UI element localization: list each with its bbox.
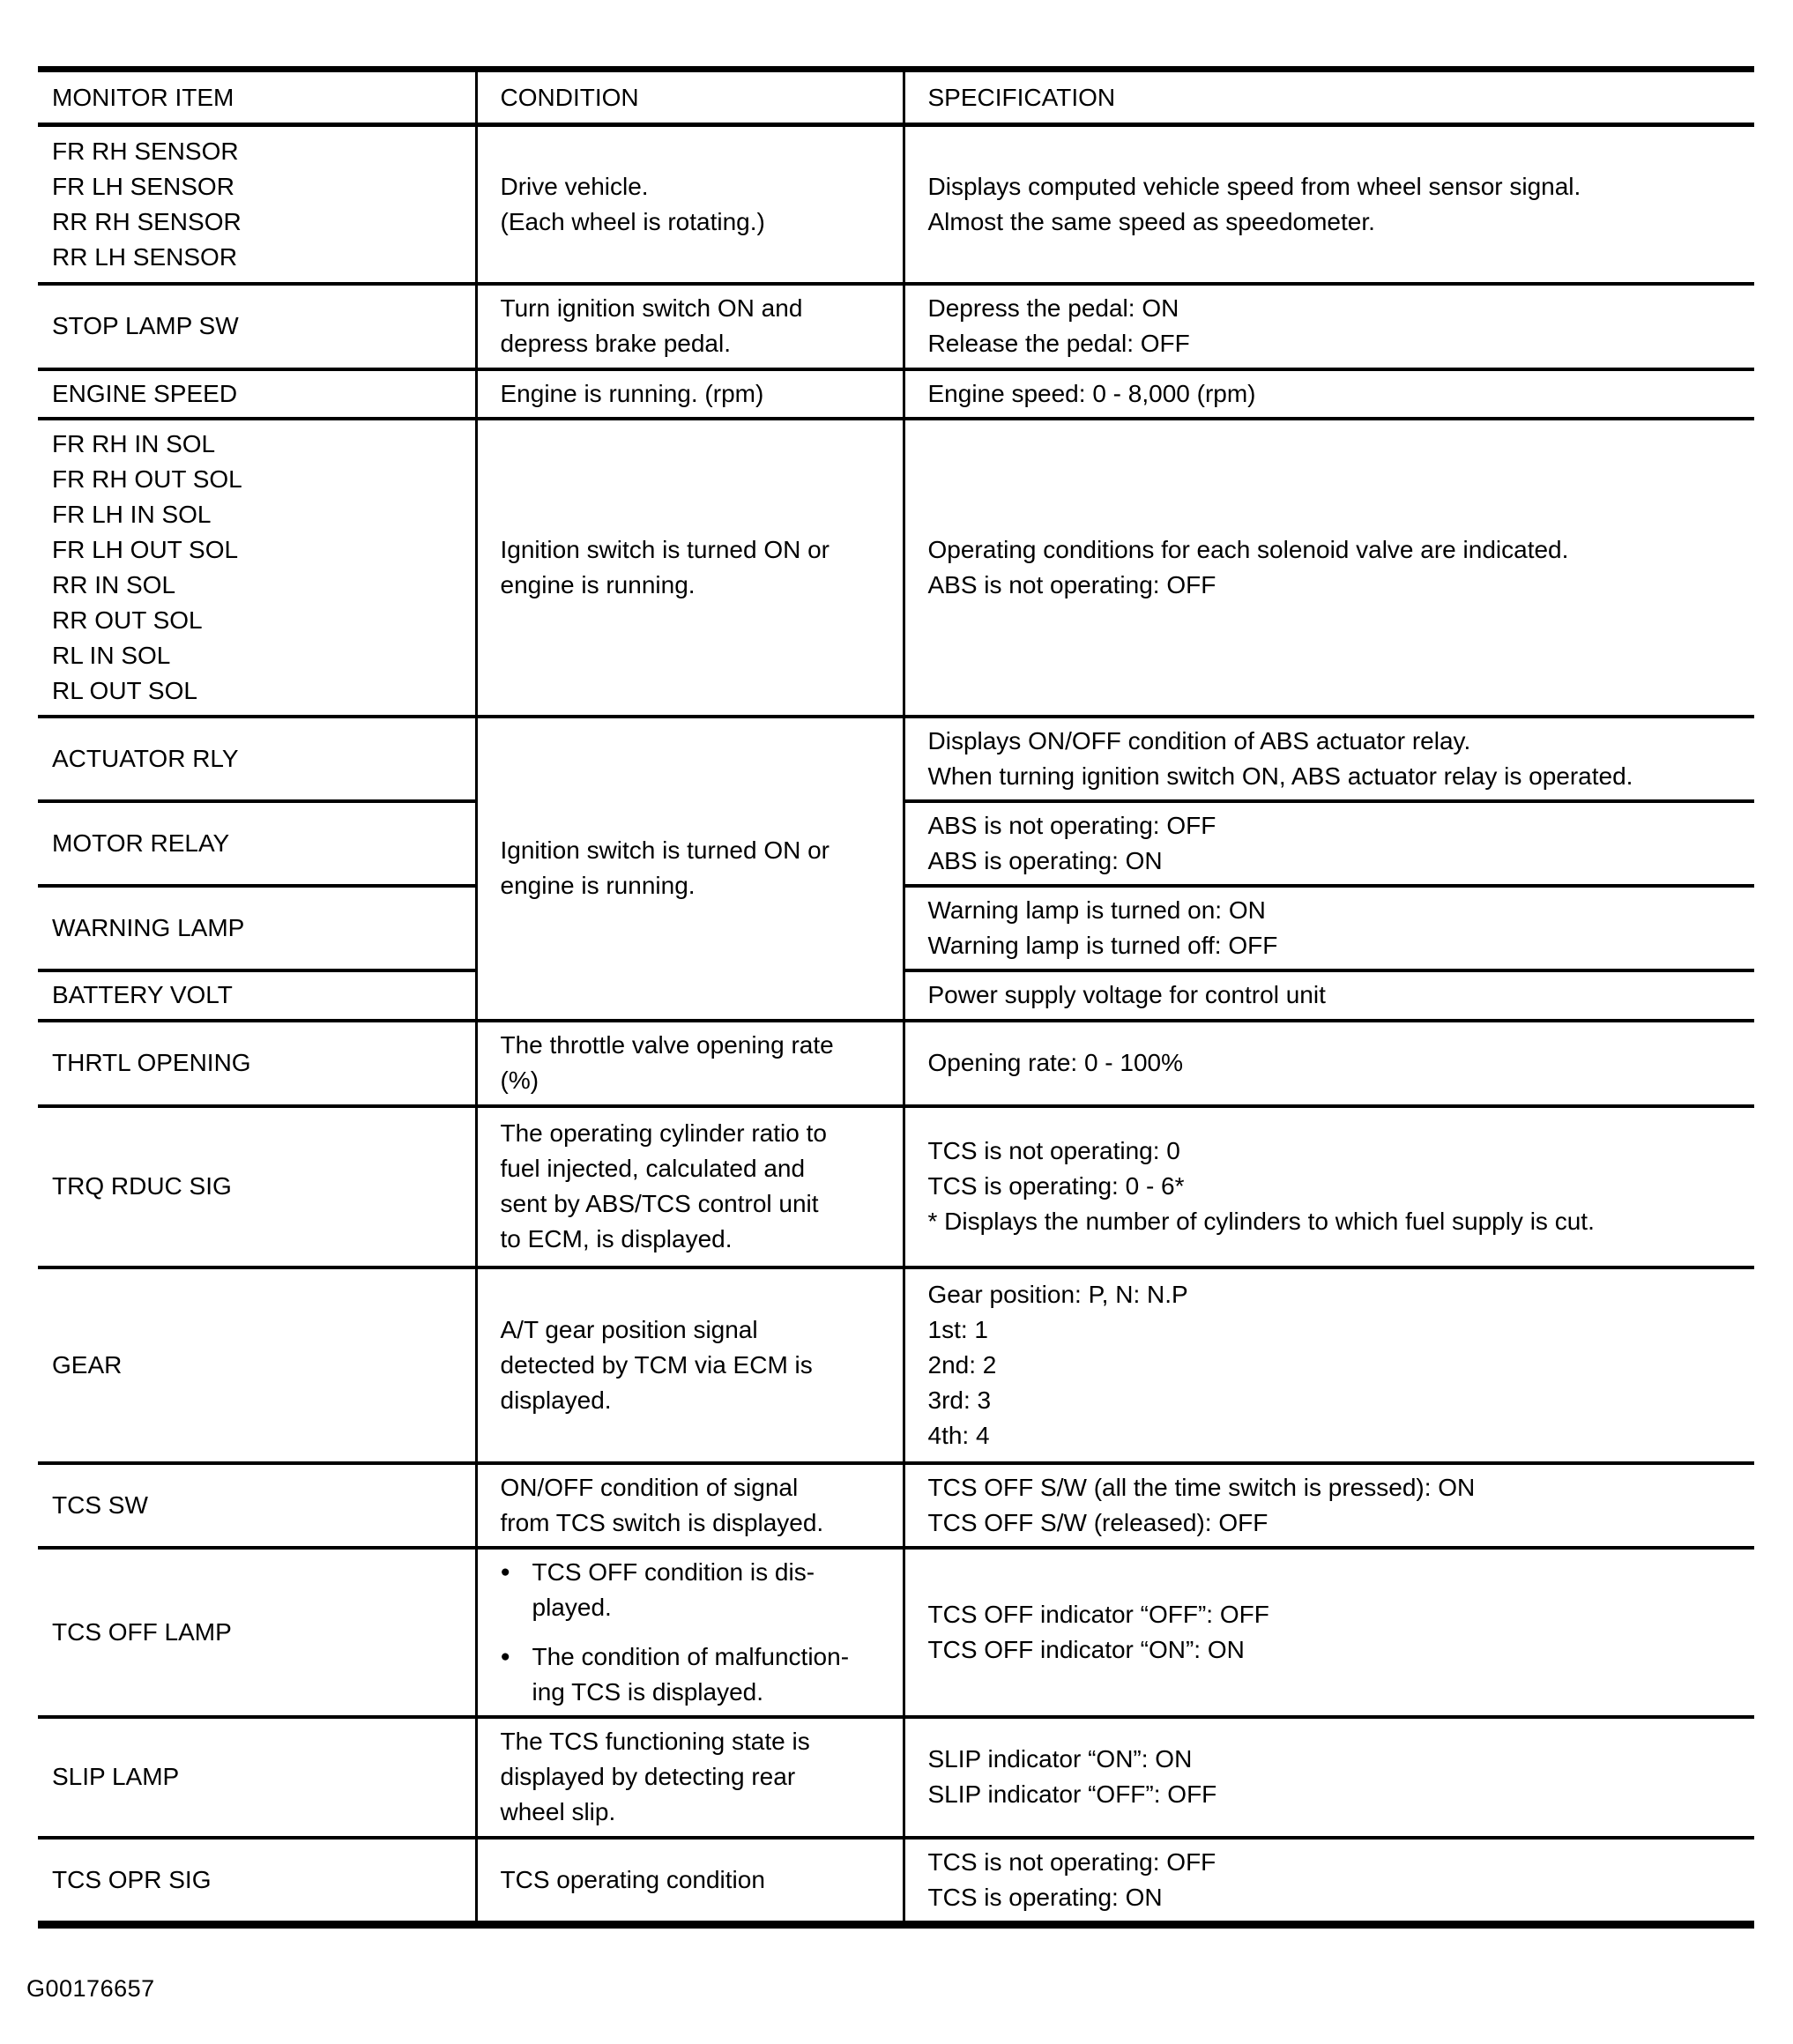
condition-line: The condition of malfunction- [532, 1642, 850, 1670]
specification-cell [904, 970, 1754, 1021]
specification-cell [904, 1106, 1754, 1267]
monitor-item-label: BATTERY VOLT [52, 981, 233, 1008]
specification-cell [904, 1548, 1754, 1717]
specification-text: 4th: 4 [927, 1421, 990, 1449]
monitor-item-label: TCS OPR SIG [52, 1865, 212, 1893]
specification-cell [904, 125, 1754, 284]
header-row [38, 70, 1754, 125]
specification-text: * Displays the number of cylinders to which fuel supply is cut. [927, 1208, 1595, 1235]
monitor-item-label: FR RH OUT SOL [52, 465, 242, 493]
condition-cell [476, 284, 904, 369]
specification-cell [904, 1717, 1754, 1838]
monitor-item-label: ENGINE SPEED [52, 379, 238, 407]
condition-text: fuel injected, calculated and [500, 1155, 806, 1182]
monitor-item-label: STOP LAMP SW [52, 312, 239, 339]
monitor-item-cell [38, 284, 476, 369]
condition-text: The throttle valve opening rate [500, 1031, 834, 1059]
table-row [38, 1548, 1754, 1717]
table-row [38, 1021, 1754, 1106]
specification-text: Displays computed vehicle speed from wheel sensor signal. [927, 172, 1581, 200]
monitor-item-label: WARNING LAMP [52, 913, 245, 941]
condition-cell [476, 1106, 904, 1267]
specification-cell [904, 1463, 1754, 1548]
condition-line: played. [532, 1593, 612, 1621]
monitor-item-label: RL IN SOL [52, 641, 171, 669]
condition-text: engine is running. [500, 570, 696, 598]
condition-text [532, 1555, 815, 1625]
condition-text: detected by TCM via ECM is [500, 1350, 813, 1379]
monitor-item-label: RR RH SENSOR [52, 207, 242, 235]
monitor-item-label: RR OUT SOL [52, 606, 203, 634]
monitor-item-cell [38, 886, 476, 970]
header-monitor-item: MONITOR ITEM [38, 70, 476, 125]
condition-bullet-item [501, 1555, 894, 1625]
monitor-item-label: RR IN SOL [52, 570, 176, 598]
monitor-item-cell [38, 1463, 476, 1548]
condition-cell [476, 1463, 904, 1548]
specification-cell [904, 1267, 1754, 1463]
condition-text: Ignition switch is turned ON or [500, 836, 830, 864]
condition-cell [476, 1021, 904, 1106]
monitor-item-label: FR LH SENSOR [52, 172, 234, 200]
monitor-item-cell [38, 1548, 476, 1717]
table-row [38, 1106, 1754, 1267]
figure-code: G00176657 [26, 1975, 155, 2002]
monitor-item-label: ACTUATOR RLY [52, 744, 239, 772]
condition-text: ON/OFF condition of signal [500, 1473, 799, 1501]
specification-cell [904, 801, 1754, 886]
specification-text: Displays ON/OFF condition of ABS actuator relay. [927, 726, 1471, 754]
condition-text: wheel slip. [500, 1798, 616, 1825]
condition-text: Ignition switch is turned ON or [500, 535, 830, 563]
condition-line: ing TCS is displayed. [532, 1677, 763, 1706]
table-header [38, 70, 1754, 125]
condition-cell [476, 1838, 904, 1925]
condition-cell [476, 125, 904, 284]
specification-text: TCS is operating: ON [927, 1883, 1163, 1911]
specification-text: Almost the same speed as speedometer. [927, 207, 1375, 235]
condition-cell [476, 419, 904, 717]
specification-cell [904, 284, 1754, 369]
condition-text: TCS operating condition [500, 1865, 765, 1893]
condition-text: Engine is running. (rpm) [500, 379, 764, 407]
monitor-item-cell [38, 419, 476, 717]
condition-text: to ECM, is displayed. [500, 1225, 733, 1252]
specification-text: TCS OFF indicator “ON”: ON [927, 1635, 1245, 1663]
specification-text: TCS OFF indicator “OFF”: OFF [927, 1600, 1269, 1628]
monitor-item-label: MOTOR RELAY [52, 829, 230, 857]
specification-text: TCS OFF S/W (all the time switch is pressed): ON [927, 1473, 1476, 1501]
table-row [38, 1838, 1754, 1925]
bullet-icon: ● [500, 1562, 510, 1581]
monitor-item-label: SLIP LAMP [52, 1763, 180, 1790]
specification-text: TCS OFF S/W (released): OFF [927, 1508, 1268, 1536]
table-row [38, 1463, 1754, 1548]
specification-cell [904, 419, 1754, 717]
condition-text: The TCS functioning state is [500, 1728, 810, 1755]
monitor-item-label: FR RH IN SOL [52, 429, 216, 457]
condition-cell [476, 1717, 904, 1838]
specification-text: SLIP indicator “OFF”: OFF [927, 1780, 1217, 1808]
specification-text: ABS is not operating: OFF [927, 811, 1216, 839]
specification-text: 2nd: 2 [927, 1350, 997, 1379]
monitor-spec-table [38, 66, 1754, 1929]
monitor-item-label: RL OUT SOL [52, 676, 197, 704]
condition-line: TCS OFF condition is dis- [532, 1557, 815, 1586]
monitor-item-label: TRQ RDUC SIG [52, 1172, 232, 1200]
header-condition: CONDITION [476, 70, 904, 125]
condition-text: (%) [500, 1067, 539, 1094]
table-row [38, 125, 1754, 284]
monitor-item-cell [38, 1717, 476, 1838]
specification-text: Depress the pedal: ON [927, 294, 1179, 322]
condition-cell [476, 717, 904, 1021]
table-row [38, 1267, 1754, 1463]
condition-text [532, 1639, 850, 1710]
specification-cell [904, 369, 1754, 419]
condition-text: displayed by detecting rear [500, 1763, 796, 1790]
condition-text: from TCS switch is displayed. [500, 1508, 824, 1536]
monitor-spec-table-wrap [38, 66, 1754, 1929]
specification-cell [904, 886, 1754, 970]
monitor-item-label: TCS SW [52, 1490, 148, 1519]
condition-text: (Each wheel is rotating.) [500, 207, 765, 235]
condition-cell [476, 1548, 904, 1717]
condition-text: sent by ABS/TCS control unit [500, 1190, 819, 1217]
table-row [38, 717, 1754, 801]
monitor-item-cell [38, 970, 476, 1021]
monitor-item-cell [38, 717, 476, 801]
bullet-icon: ● [500, 1646, 510, 1666]
condition-text: engine is running. [500, 872, 696, 899]
specification-text: TCS is operating: 0 - 6* [927, 1172, 1185, 1200]
specification-cell [904, 1021, 1754, 1106]
specification-text: 1st: 1 [927, 1315, 988, 1343]
specification-text: When turning ignition switch ON, ABS actuator relay is operated. [927, 762, 1633, 790]
condition-text: The operating cylinder ratio to [500, 1119, 827, 1147]
specification-text: SLIP indicator “ON”: ON [927, 1745, 1193, 1773]
specification-text: Engine speed: 0 - 8,000 (rpm) [927, 379, 1256, 407]
condition-cell [476, 1267, 904, 1463]
specification-text: Operating conditions for each solenoid valve are indicated. [927, 535, 1569, 563]
condition-bullet-item [501, 1639, 894, 1710]
condition-cell [476, 369, 904, 419]
condition-text: A/T gear position signal [500, 1315, 758, 1343]
monitor-item-cell [38, 1021, 476, 1106]
specification-cell [904, 1838, 1754, 1925]
condition-text: displayed. [500, 1386, 612, 1414]
specification-text: Opening rate: 0 - 100% [927, 1049, 1184, 1076]
table-row [38, 1717, 1754, 1838]
specification-text: Warning lamp is turned off: OFF [927, 931, 1278, 959]
specification-text: Warning lamp is turned on: ON [927, 896, 1266, 924]
monitor-table-body [38, 125, 1754, 1925]
monitor-item-label: TCS OFF LAMP [52, 1617, 232, 1646]
monitor-item-cell [38, 1267, 476, 1463]
monitor-item-cell [38, 801, 476, 886]
specification-text: Release the pedal: OFF [927, 330, 1190, 357]
monitor-item-cell [38, 369, 476, 419]
table-row [38, 369, 1754, 419]
specification-text: ABS is not operating: OFF [927, 570, 1216, 598]
monitor-item-label: GEAR [52, 1350, 123, 1379]
monitor-item-label: FR LH IN SOL [52, 500, 212, 528]
monitor-item-label: FR RH SENSOR [52, 137, 239, 165]
specification-text: Gear position: P, N: N.P [927, 1280, 1188, 1308]
monitor-item-cell [38, 1106, 476, 1267]
table-row [38, 284, 1754, 369]
monitor-item-cell [38, 125, 476, 284]
specification-cell [904, 717, 1754, 801]
header-specification: SPECIFICATION [904, 70, 1754, 125]
monitor-item-label: THRTL OPENING [52, 1049, 251, 1076]
monitor-item-label: RR LH SENSOR [52, 242, 238, 271]
specification-text: TCS is not operating: OFF [927, 1847, 1216, 1876]
specification-text: 3rd: 3 [927, 1386, 992, 1414]
condition-text: depress brake pedal. [500, 330, 732, 357]
specification-text: TCS is not operating: 0 [927, 1137, 1180, 1164]
monitor-item-label: FR LH OUT SOL [52, 535, 239, 563]
condition-text: Turn ignition switch ON and [500, 294, 803, 322]
specification-text: Power supply voltage for control unit [927, 981, 1326, 1008]
condition-text: Drive vehicle. [500, 172, 649, 200]
specification-text: ABS is operating: ON [927, 846, 1163, 874]
table-row [38, 419, 1754, 717]
monitor-item-cell [38, 1838, 476, 1925]
